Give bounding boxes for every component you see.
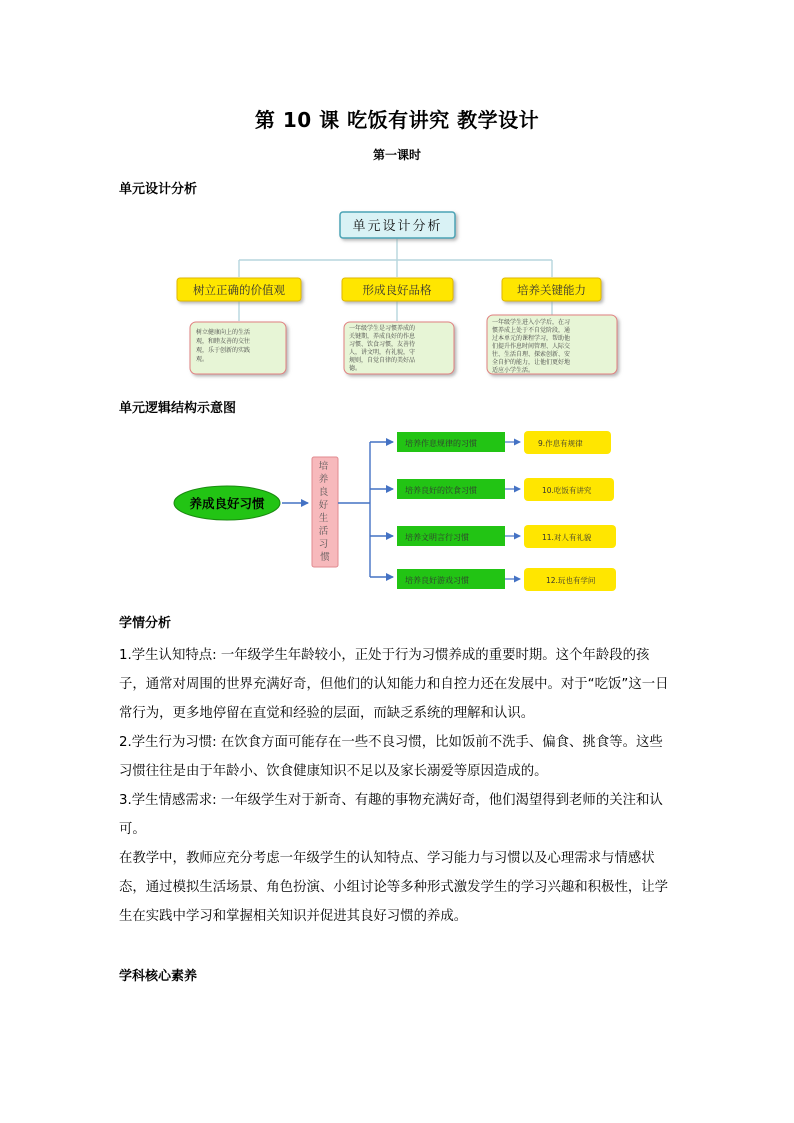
logic-root-node	[174, 486, 280, 520]
design-branch-label: 培养关键能力	[517, 283, 586, 297]
logic-structure-diagram	[0, 420, 794, 600]
design-root-node	[340, 212, 455, 238]
note-line: 人，讲文明，有礼貌，守	[349, 349, 416, 356]
middle-char: 养	[318, 474, 329, 485]
design-note-character	[344, 322, 454, 374]
svg-text:一年级学生进入小学后，在习 惯养成上处于不自觉阶	[492, 318, 572, 374]
logic-middle-node	[312, 457, 338, 567]
note-line: 规则，自觉自律的美好品	[349, 357, 416, 364]
logic-lesson-label: 9.作息有规律	[538, 439, 583, 448]
paragraph-emotion: 3.学生情感需求: 一年级学生对于新奇、有趣的事物充满好奇，他们渴望得到老师的关注和认可。	[119, 793, 663, 837]
logic-lesson-label: 10.吃饭有讲究	[542, 486, 592, 495]
note-line: 一年级学生进入小学后，在习	[492, 319, 571, 326]
note-line: 树立健康向上的生活	[196, 329, 251, 336]
section-heading-logic-structure: 单元逻辑结构示意图	[119, 401, 237, 416]
student-analysis-body	[119, 641, 675, 931]
document-title: 第 10 课 吃饭有讲究 教学设计	[254, 108, 540, 132]
note-line: 全自护的能力，让他们更好地	[492, 359, 571, 366]
design-branch-abilities	[502, 278, 601, 301]
design-note-values	[190, 322, 286, 374]
logic-habit-label: 培养良好的饮食习惯	[405, 486, 477, 495]
design-note-abilities	[487, 315, 617, 374]
design-branch-character	[342, 278, 453, 301]
middle-char: 培	[318, 461, 329, 472]
note-line: 观。	[196, 356, 209, 363]
middle-char: 习	[318, 539, 329, 550]
section-heading-unit-design: 单元设计分析	[119, 182, 198, 197]
unit-design-diagram	[0, 200, 794, 390]
note-line: 往、生活自理、探索创新、安	[492, 351, 571, 358]
design-branch-label: 形成良好品格	[362, 283, 432, 297]
logic-habit-label: 培养文明言行习惯	[405, 533, 469, 542]
design-root-label: 单元设计分析	[352, 219, 443, 234]
note-line: 惯养成上处于不自觉阶段，通	[492, 327, 571, 334]
middle-char: 生	[318, 513, 329, 524]
paragraph-teaching: 在教学中，教师应充分考虑一年级学生的认知特点、学习能力与习惯以及心理需求与情感状态，通过模拟生活场景、角色扮演、小组讨论等多种形式激发学生的学习兴趣和积极性，让学生在实践中学习和掌握相关知识并促进其良好习惯的养成。	[119, 851, 669, 924]
design-branch-label: 树立正确的价值观	[193, 283, 285, 297]
note-line: 观，乐于创新的实践	[196, 347, 251, 354]
middle-char: 惯	[320, 552, 330, 563]
logic-row-3	[397, 525, 616, 548]
logic-row-1	[397, 431, 611, 454]
document-subtitle: 第一课时	[372, 148, 421, 162]
logic-row-4	[397, 568, 616, 591]
middle-char: 良	[318, 487, 329, 498]
logic-lesson-label: 12.玩也有学问	[546, 576, 596, 585]
note-line: 适应小学生活。	[492, 367, 535, 374]
note-line: 一年级学生是习惯养成的	[349, 325, 416, 332]
note-line: 们提升作息时间管理、人际交	[492, 343, 571, 350]
paragraph-cognitive: 1.学生认知特点: 一年级学生年龄较小，正处于行为习惯养成的重要时期。这个年龄段的孩子，通常对周围的世界充满好奇，但他们的认知能力和自控力还在发展中。对于“吃饭”这一日常行为，更多地停留在直觉和经验的层面，而缺乏系统的理解和认识。	[119, 648, 669, 721]
middle-char: 活	[318, 526, 329, 537]
note-line: 过本单元的课程学习，帮助他	[492, 335, 571, 342]
note-line: 习惯、饮食习惯，友善待	[349, 341, 416, 348]
logic-lesson-label: 11.对人有礼貌	[542, 533, 592, 542]
note-line: 德。	[349, 365, 362, 372]
logic-root-label: 养成良好习惯	[189, 496, 265, 511]
note-line: 观，和睦友善的交往	[196, 338, 251, 345]
logic-habit-label: 培养作息规律的习惯	[405, 439, 477, 448]
note-line: 关键期，养成良好的作息	[349, 333, 416, 340]
paragraph-behavior: 2.学生行为习惯: 在饮食方面可能存在一些不良习惯，比如饭前不洗手、偏食、挑食等。这些习惯往往是由于年龄小、饮食健康知识不足以及家长溺爱等原因造成的。	[119, 735, 663, 779]
section-heading-core-literacy: 学科核心素养	[119, 969, 198, 984]
middle-char: 好	[318, 500, 329, 511]
logic-habit-label: 培养良好游戏习惯	[405, 576, 469, 585]
logic-row-2	[397, 478, 614, 501]
design-branch-values	[177, 278, 301, 301]
section-heading-student-analysis: 学情分析	[119, 616, 172, 631]
